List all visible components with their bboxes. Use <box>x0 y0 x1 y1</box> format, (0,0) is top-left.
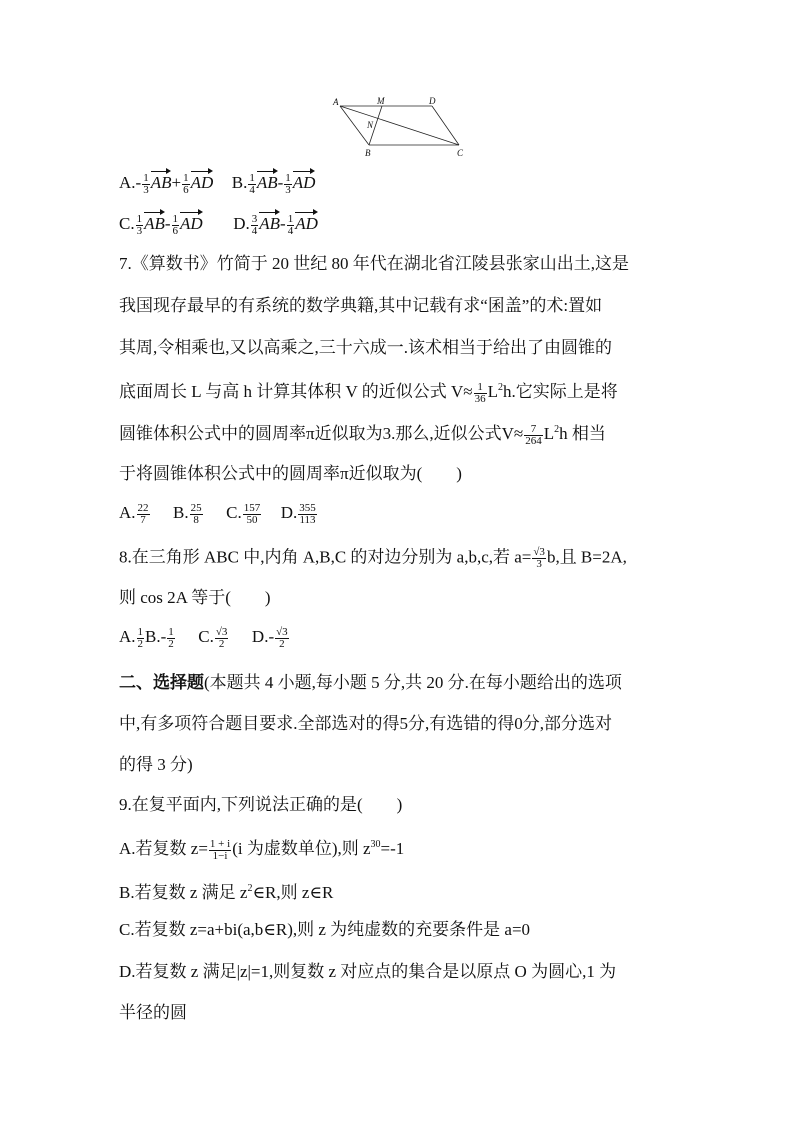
q7-option-a: A. $\frac{22}{7}$ <box>119 502 149 526</box>
q8-option-a: A. $\frac{1}{2}$ <box>119 626 144 650</box>
fraction: $\frac{7}{264}$ <box>525 422 542 447</box>
q6-option-c: C. $\frac{1}{3}$ AB- $\frac{1}{6}$ AD <box>119 212 203 237</box>
q7-option-b: B. $\frac{25}{8}$ <box>173 502 202 526</box>
vector-ab: AB <box>259 211 280 234</box>
point-label-m: M <box>377 96 385 106</box>
vector-ab: AB <box>151 170 172 193</box>
fraction: $\frac{1}{36}$ <box>474 380 486 405</box>
q8-line-1: 8.在三角形 ABC 中,内角 A,B,C 的对边分别为 a,b,c,若 a= $\frac{√3}{3}$ b,且 B=2A, <box>119 546 627 570</box>
parallelogram-figure <box>330 93 470 161</box>
edge-dc <box>432 106 459 145</box>
q8-option-c: C. $\frac{√3}{2}$ <box>198 626 228 650</box>
q7-option-d: D. $\frac{355}{113}$ <box>280 502 316 526</box>
q7-line-4: 底面周长 L 与高 h 计算其体积 V 的近似公式 V≈ $\frac{1}{36}$ $L^2h$.它实际上是将 <box>119 380 618 405</box>
q7-line-1: 7.《算数书》竹简于 20 世纪 80 年代在湖北省江陵县张家山出土,这是 <box>119 254 629 273</box>
point-label-d: D <box>429 96 436 106</box>
point-label-n: N <box>367 120 374 130</box>
q6-options-row-2 <box>119 211 318 237</box>
q6-option-b: B. $\frac{1}{4}$ AB- $\frac{1}{3}$ AD <box>231 171 316 196</box>
fraction: $\frac{√3}{3}$ <box>533 546 545 570</box>
point-label-b: B <box>365 148 371 158</box>
q7-line-2: 我国现存最早的有系统的数学典籍,其中记载有求“囷盖”的术:置如 <box>119 296 603 315</box>
vector-ad: AD <box>180 211 203 234</box>
q8-option-d: D.- $\frac{√3}{2}$ <box>251 626 288 650</box>
q7-line-5: 圆锥体积公式中的圆周率π近似取为3.那么,近似公式V≈ $\frac{7}{264}$ $L^2h$ 相当 <box>119 422 606 447</box>
q9-option-d-line-1: D.若复数 z 满足|z|=1,则复数 z 对应点的集合是以原点 O 为圆心,1 为 <box>119 962 617 981</box>
section-2-line-2: 中,有多项符合题目要求.全部选对的得5分,有选错的得0分,部分选对 <box>119 714 612 733</box>
q8-line-2: 则 cos 2A 等于( ) <box>119 588 271 607</box>
q6-option-a: A.- $\frac{1}{3}$ AB+ $\frac{1}{6}$ AD <box>119 171 214 196</box>
diagonal-ac <box>340 106 459 145</box>
q7-line-6: 于将圆锥体积公式中的圆周率π近似取为( ) <box>119 464 462 483</box>
q8-option-b: B.- $\frac{1}{2}$ <box>145 626 174 650</box>
q6-option-d: D. $\frac{3}{4}$ AB- $\frac{1}{4}$ AD <box>233 212 318 237</box>
q9-option-d-line-2: 半径的圆 <box>119 1003 187 1022</box>
q6-options-row-1 <box>119 170 315 196</box>
point-label-c: C <box>457 148 464 158</box>
q7-options <box>119 503 318 526</box>
q8-options <box>119 627 290 650</box>
vector-ab: AB <box>144 211 165 234</box>
q9-option-a: A.若复数 z= $\frac{1 + i}{1-i}$ (i 为虚数单位),则 $z^{30}=-1$ <box>119 837 405 862</box>
point-label-a: A <box>333 97 339 107</box>
section-2-title: 二、选择题 <box>119 673 204 692</box>
q9-option-c: C.若复数 z=a+bi(a,b∈R),则 z 为纯虚数的充要条件是 a=0 <box>119 920 531 939</box>
q7-option-c: C. $\frac{157}{50}$ <box>226 502 261 526</box>
q7-line-3: 其周,令相乘也,又以高乘之,三十六成一.该术相当于给出了由圆锥的 <box>119 338 612 357</box>
vector-ad: AD <box>293 170 316 193</box>
vector-ad: AD <box>295 211 318 234</box>
section-2-line-1: 二、选择题(本题共 4 小题,每小题 5 分,共 20 分.在每小题给出的选项 <box>119 673 622 692</box>
edge-ab <box>340 106 369 145</box>
q9-option-b: B.若复数 z 满足 $z^2\in R$,则 z∈R <box>119 883 334 902</box>
q9-stem: 9.在复平面内,下列说法正确的是( ) <box>119 795 403 814</box>
vector-ab: AB <box>257 170 278 193</box>
vector-ad: AD <box>191 170 214 193</box>
fraction: $\frac{1 + i}{1-i}$ <box>209 837 231 862</box>
section-2-line-3: 的得 3 分) <box>119 755 193 774</box>
